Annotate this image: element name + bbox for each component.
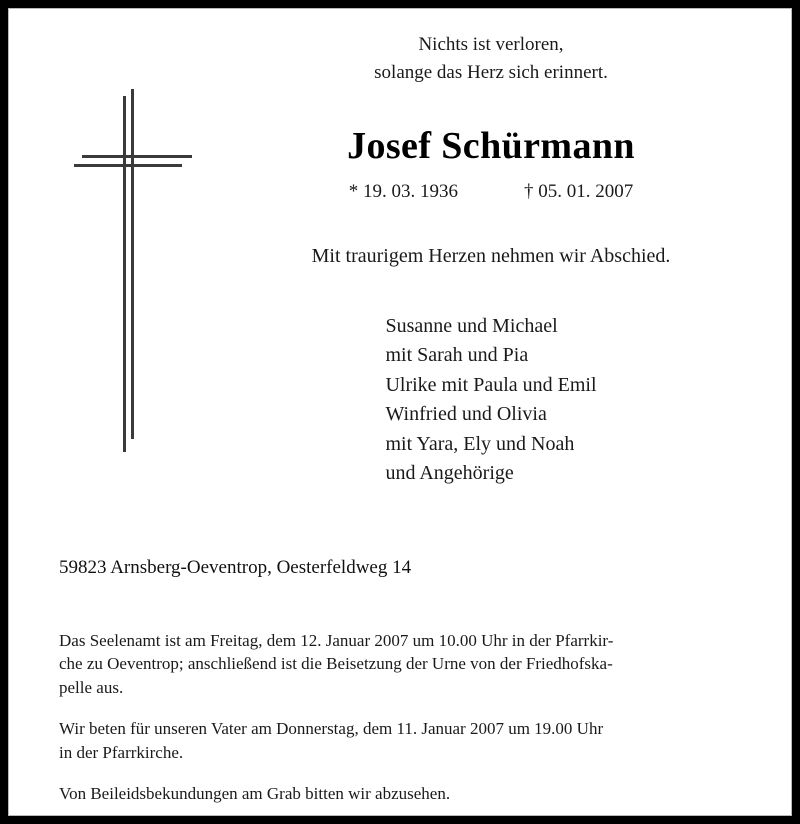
notice-lower-block xyxy=(59,557,751,806)
survivor-line: Winfried und Olivia xyxy=(385,403,547,426)
farewell-message: Mit traurigem Herzen nehmen wir Abschied. xyxy=(311,245,671,268)
deceased-name: Josef Schürmann xyxy=(347,125,635,168)
detail-line: Von Beileidsbekundungen am Grab bitten wir abzusehen. xyxy=(59,784,451,804)
cross-horizontal-line-bottom xyxy=(74,164,182,167)
latin-cross-icon xyxy=(9,9,229,469)
survivors-list xyxy=(385,312,596,488)
cross-vertical-line-right xyxy=(131,89,134,439)
memorial-motto xyxy=(209,31,773,86)
birth-date: * 19. 03. 1936 xyxy=(348,181,458,203)
motto-line-2: solange das Herz sich erinnert. xyxy=(374,61,608,83)
notice-center-column xyxy=(209,31,773,488)
survivor-line: Ulrike mit Paula und Emil xyxy=(385,373,597,396)
cross-horizontal-line-top xyxy=(82,155,192,158)
detail-line: Wir beten für unseren Vater am Donnerstag, dem 11. Januar 2007 um 19.00 Uhr xyxy=(59,719,604,739)
motto-line-1: Nichts ist verloren, xyxy=(418,34,564,55)
cross-vertical-line-left xyxy=(123,96,126,452)
detail-line: che zu Oeventrop; anschließend ist die Beisetzung der Urne von der Friedhofska- xyxy=(59,654,613,674)
survivor-line: mit Yara, Ely und Noah xyxy=(385,432,575,455)
survivor-line: mit Sarah und Pia xyxy=(385,344,529,367)
service-details xyxy=(59,629,751,806)
life-dates xyxy=(209,181,773,203)
obituary-notice-card xyxy=(8,8,792,816)
detail-line: pelle aus. xyxy=(59,677,124,697)
detail-line: Das Seelenamt ist am Freitag, dem 12. Januar 2007 um 10.00 Uhr in der Pfarrkir- xyxy=(59,631,614,650)
survivor-line: Susanne und Michael xyxy=(385,315,558,338)
death-date: † 05. 01. 2007 xyxy=(524,181,634,203)
detail-line: in der Pfarrkirche. xyxy=(59,742,184,762)
survivor-line: und Angehörige xyxy=(385,462,514,485)
family-address: 59823 Arnsberg-Oeventrop, Oesterfeldweg 14 xyxy=(59,557,412,578)
